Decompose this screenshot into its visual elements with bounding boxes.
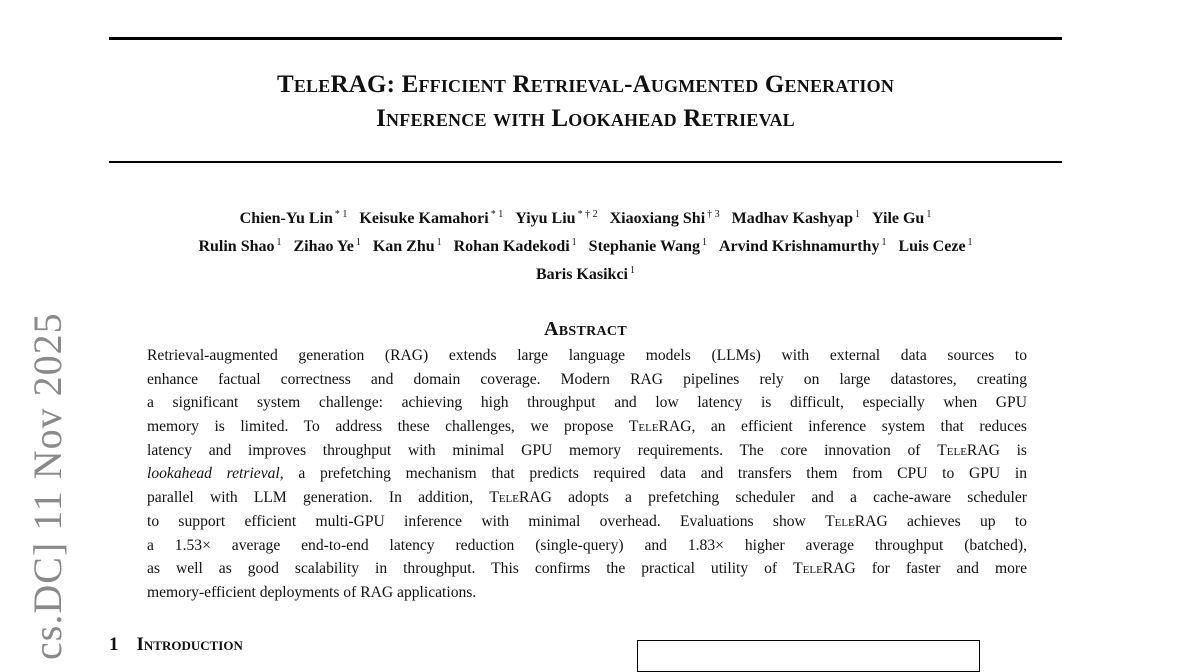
- author: Arvind Krishnamurthy $^1$: [718, 237, 887, 255]
- author: Yiyu Liu $^{* \dagger 2}$: [515, 209, 598, 227]
- author: Chien-Yu Lin $^{* 1}$: [239, 209, 348, 227]
- abstract-line: a significant system challenge: achieving high throughput and low latency is difficult, especially when GPU: [147, 394, 1027, 412]
- abstract-line: parallel with LLM generation. In addition, TeleRAG adopts a prefetching scheduler and a cache-aware scheduler: [147, 489, 1027, 507]
- section-number: 1: [109, 634, 119, 655]
- author: Xiaoxiang Shi $^{\dagger 3}$: [609, 209, 720, 227]
- title-top-rule: [109, 37, 1062, 40]
- author: Kan Zhu $^1$: [372, 237, 442, 255]
- author: Yile Gu $^1$: [872, 209, 932, 227]
- author-line-2: [80, 231, 1091, 259]
- abstract-heading: Abstract: [544, 318, 627, 340]
- author-list: [80, 203, 1091, 287]
- author: Madhav Kashyap $^1$: [731, 209, 861, 227]
- abstract-line: memory is limited. To address these challenges, we propose TeleRAG, an efficient inference system that reduces: [147, 418, 1027, 436]
- abstract-line: Retrieval-augmented generation (RAG) extends large language models (LLMs) with external data sources to: [147, 347, 1027, 364]
- paper-title-line-1: TeleRAG: Efficient Retrieval-Augmented Generation: [276, 71, 895, 98]
- paper-title-line-2: Inference with Lookahead Retrieval: [376, 105, 795, 132]
- abstract-line: lookahead retrieval, a prefetching mechanism that predicts required data and transfers them from CPU to GPU in: [147, 465, 1027, 483]
- abstract-line: memory-efficient deployments of RAG applications.: [147, 583, 477, 601]
- abstract-line: enhance factual correctness and domain coverage. Modern RAG pipelines rely on large datastores, creating: [147, 370, 1027, 388]
- author: Keisuke Kamahori $^{* 1}$: [359, 209, 504, 227]
- abstract-body: [147, 344, 1027, 605]
- section-heading: [109, 634, 243, 656]
- figure-frame: [637, 640, 980, 672]
- author: Rulin Shao $^1$: [198, 237, 282, 255]
- author: Luis Ceze $^1$: [898, 237, 973, 255]
- author: Zihao Ye $^1$: [293, 237, 361, 255]
- author: Rohan Kadekodi $^1$: [453, 237, 577, 255]
- abstract-line: to support efficient multi-GPU inference with minimal overhead. Evaluations show TeleRAG achieves up to: [147, 512, 1027, 530]
- arxiv-side-stamp: cs.DC] 11 Nov 2025: [25, 312, 70, 660]
- abstract-line: latency and improves throughput with minimal GPU memory requirements. The core innovation of TeleRAG is: [147, 441, 1027, 459]
- title-bottom-rule: [109, 161, 1062, 163]
- abstract-line: a 1.53× average end-to-end latency reduction (single-query) and 1.83× higher average throughput (batched),: [147, 536, 1027, 554]
- author-line-1: [80, 203, 1091, 231]
- author-line-3: [80, 259, 1091, 287]
- section-title: Introduction: [136, 634, 243, 655]
- abstract-line: as well as good scalability in throughput. This confirms the practical utility of TeleRAG for faster and more: [147, 560, 1027, 578]
- author: Stephanie Wang $^1$: [588, 237, 707, 255]
- author: Baris Kasikci $^1$: [535, 265, 635, 283]
